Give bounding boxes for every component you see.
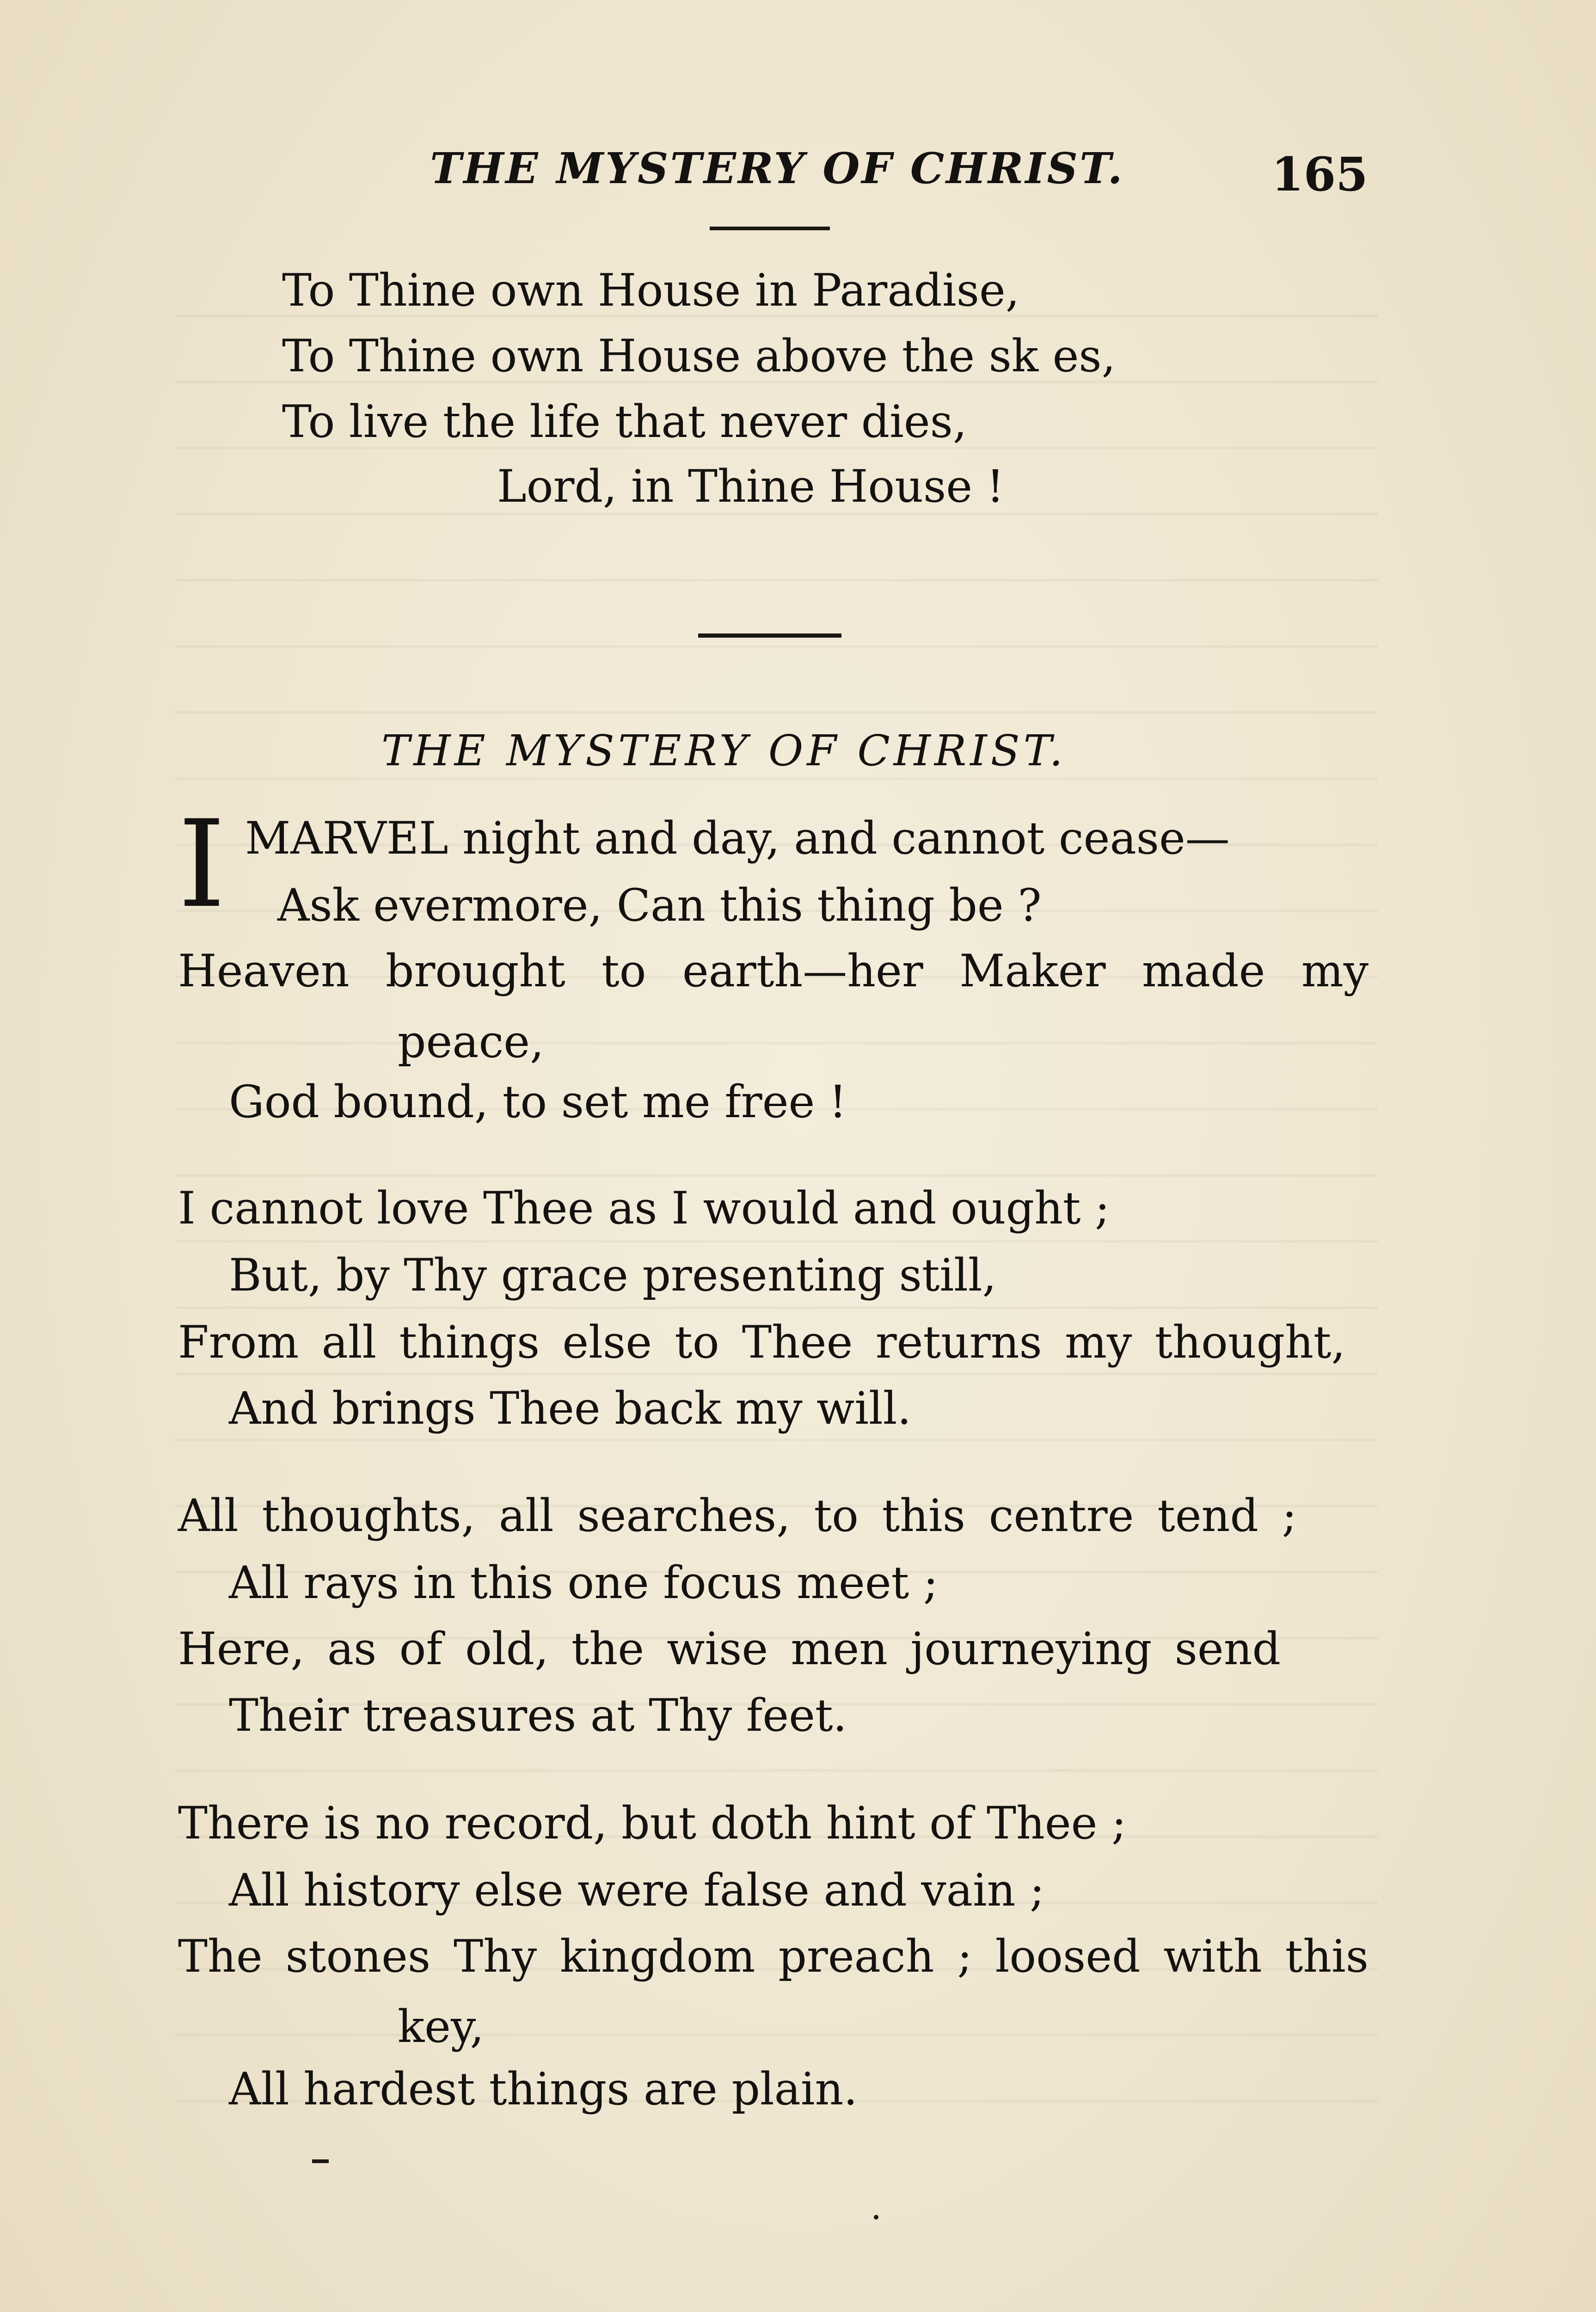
poem-line: But, by Thy grace presenting still, bbox=[229, 1249, 997, 1301]
poem-line: God bound, to set me free ! bbox=[229, 1076, 847, 1128]
prev-poem-line: Lord, in Thine House ! bbox=[497, 461, 1005, 512]
running-header-title: THE MYSTERY OF CHRIST. bbox=[430, 143, 1124, 193]
prev-poem-line: To Thine own House above the sk es, bbox=[282, 330, 1116, 382]
poem-line: There is no record, but doth hint of Thee ; bbox=[178, 1797, 1127, 1849]
poem-line: All hardest things are plain. bbox=[229, 2063, 858, 2115]
header-rule bbox=[710, 227, 830, 230]
poem-line: All rays in this one focus meet ; bbox=[229, 1557, 939, 1609]
poem-line: All history else were false and vain ; bbox=[229, 1864, 1045, 1916]
poem-line: And brings Thee back my will. bbox=[229, 1383, 911, 1434]
stray-ink-mark bbox=[312, 2159, 329, 2163]
drop-cap-initial: I bbox=[178, 795, 226, 935]
poem-title: THE MYSTERY OF CHRIST. bbox=[381, 726, 1067, 775]
section-divider-rule bbox=[698, 633, 841, 638]
poem-line: key, bbox=[398, 2001, 484, 2053]
poem-line: Here, as of old, the wise men journeying send bbox=[178, 1623, 1281, 1675]
poem-line: All thoughts, all searches, to this centre tend ; bbox=[178, 1490, 1297, 1542]
poem-line: The stones Thy kingdom preach ; loosed with this bbox=[178, 1931, 1369, 1982]
poem-line: Ask evermore, Can this thing be ? bbox=[277, 879, 1042, 931]
poem-line: peace, bbox=[398, 1016, 544, 1068]
prev-poem-line: To Thine own House in Paradise, bbox=[282, 264, 1020, 316]
prev-poem-line: To live the life that never dies, bbox=[282, 396, 967, 448]
stray-ink-dot bbox=[874, 2215, 878, 2220]
poem-line: I cannot love Thee as I would and ought ; bbox=[178, 1182, 1110, 1234]
poem-line: Their treasures at Thy feet. bbox=[229, 1690, 847, 1741]
poem-line: Heaven brought to earth—her Maker made my bbox=[178, 945, 1369, 997]
poem-line: From all things else to Thee returns my thought, bbox=[178, 1316, 1345, 1368]
page-number: 165 bbox=[1271, 147, 1368, 202]
poem-line: MARVEL night and day, and cannot cease— bbox=[245, 812, 1230, 864]
